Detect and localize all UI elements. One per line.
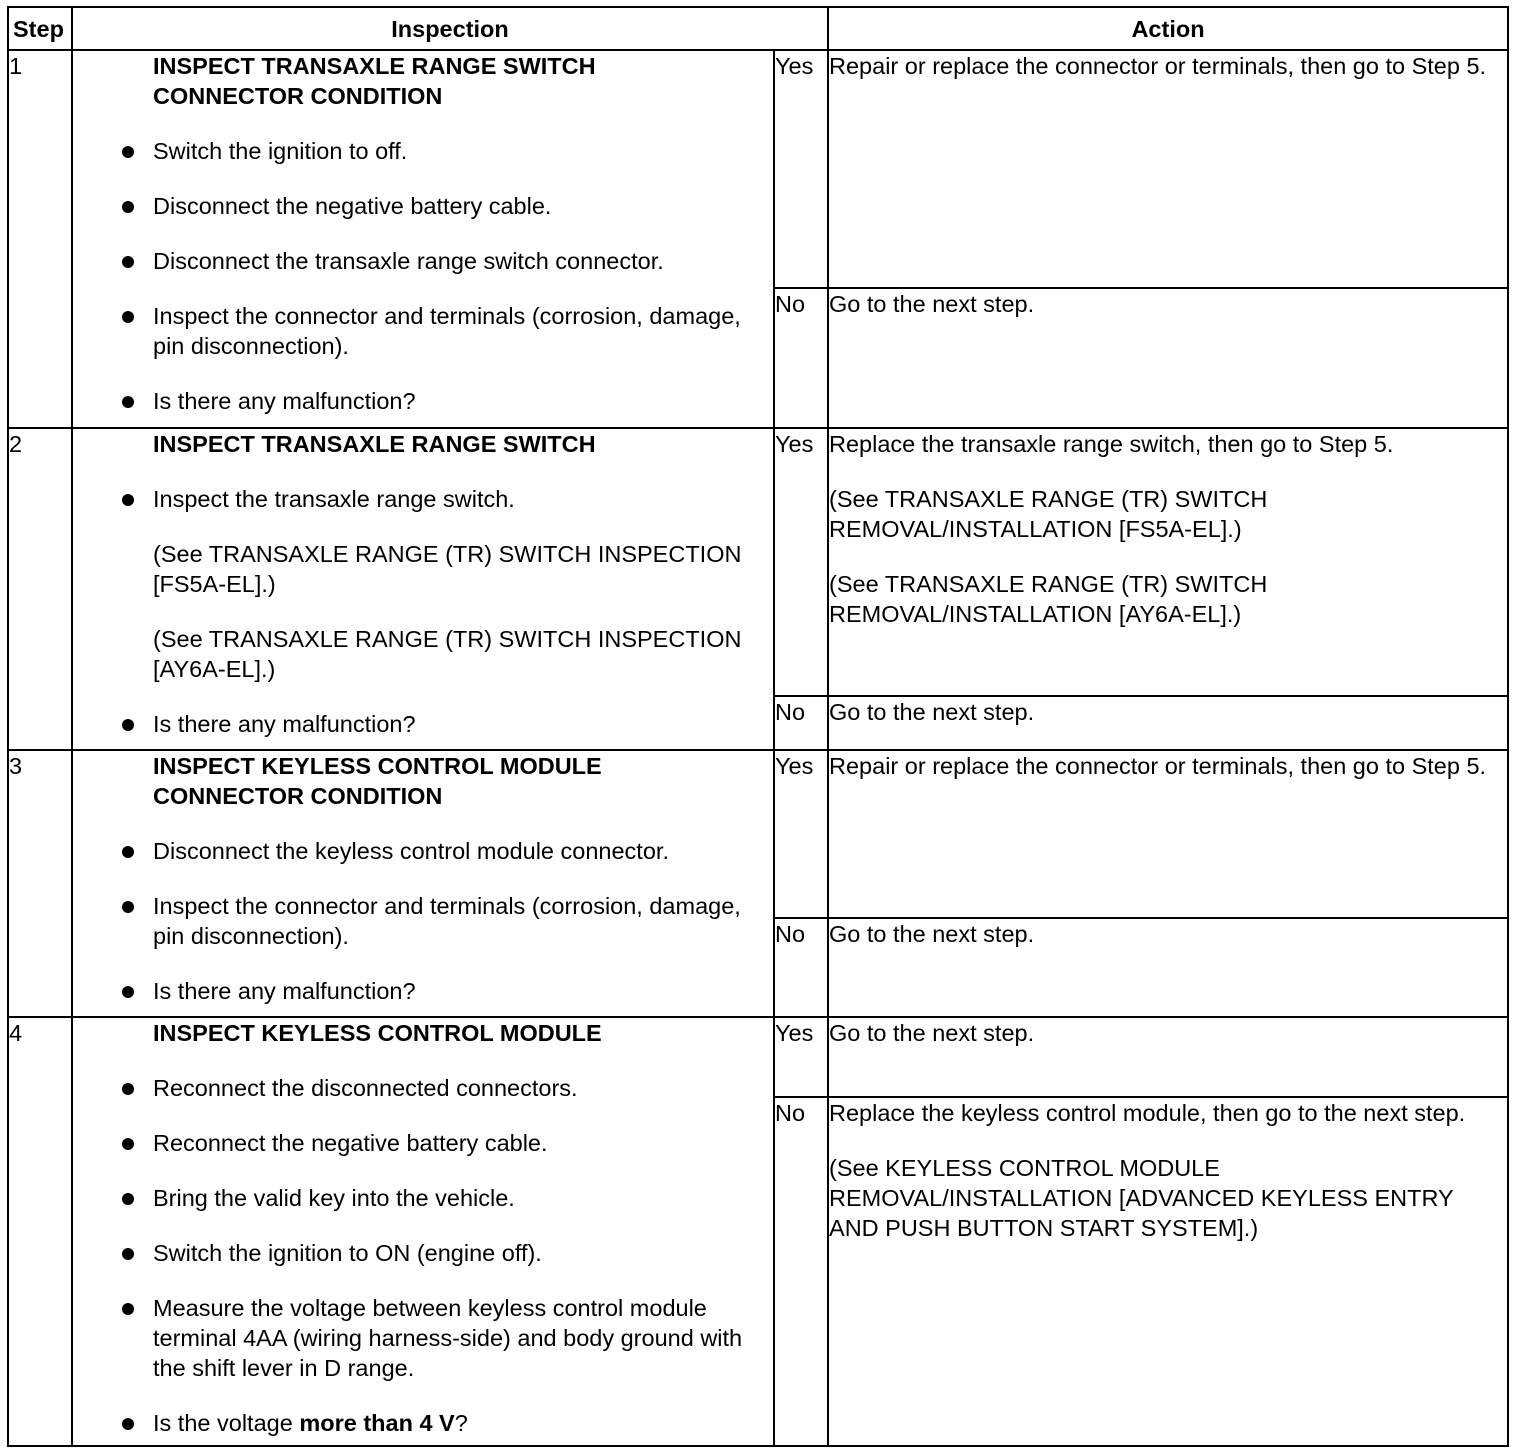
bullet-dot-icon [122,846,134,858]
inspection-cell [72,428,774,750]
no-label: No [774,1097,828,1446]
inspection-title: INSPECT KEYLESS CONTROL MODULE [153,1020,602,1046]
step-4-yes-row [8,1017,1508,1097]
bullet-dot-icon [122,256,134,268]
step-number: 4 [8,1017,72,1446]
bullet-dot-icon [122,719,134,731]
inspection-title: INSPECT TRANSAXLE RANGE SWITCH CONNECTOR CONDITION [153,53,596,109]
bullet-dot-icon [122,1248,134,1260]
yes-label: Yes [774,1017,828,1097]
inspection-column-header: Inspection [72,7,828,50]
no-action: Go to the next step. [828,288,1508,428]
bullet-item: Reconnect the disconnected connectors. [73,1073,773,1103]
bullet-item: Bring the valid key into the vehicle. [73,1183,773,1213]
yes-label: Yes [774,750,828,918]
bullet-item: Inspect the connector and terminals (corrosion, damage, pin disconnection). [73,301,773,361]
step-1-yes-row [8,50,1508,288]
bullet-item: Inspect the connector and terminals (corrosion, damage, pin disconnection). [73,891,773,951]
troubleshooting-table [7,6,1509,1447]
bullet-item: Disconnect the negative battery cable. [73,191,773,221]
bullet-item: Inspect the transaxle range switch. (See TRANSAXLE RANGE (TR) SWITCH INSPECTION [FS5A-EL].) (See TRANSAXLE RANGE (TR) SWITCH INSPECTION [AY6A-EL].) [73,484,773,684]
bullet-item: Is there any malfunction? [73,386,773,416]
no-action: Replace the keyless control module, then go to the next step. (See KEYLESS CONTROL MODULE REMOVAL/INSTALLATION [ADVANCED KEYLESS ENTRY AND PUSH BUTTON START SYSTEM].) [828,1097,1508,1446]
no-label: No [774,918,828,1017]
bullet-dot-icon [122,1083,134,1095]
bullet-dot-icon [122,201,134,213]
bullet-item: Is there any malfunction? [73,976,773,1006]
bullet-item: Disconnect the keyless control module connector. [73,836,773,866]
no-action: Go to the next step. [828,918,1508,1017]
bullet-dot-icon [122,311,134,323]
header-row [8,7,1508,50]
yes-action: Repair or replace the connector or terminals, then go to Step 5. [828,750,1508,918]
bullet-dot-icon [122,1418,134,1430]
action-column-header: Action [828,7,1508,50]
no-label: No [774,696,828,750]
inspection-cell [72,750,774,1017]
inspection-title: INSPECT TRANSAXLE RANGE SWITCH [153,431,596,457]
bullet-item: Is the voltage more than 4 V? [73,1408,773,1438]
inspection-bullets [73,484,773,739]
bullet-item: Measure the voltage between keyless control module terminal 4AA (wiring harness-side) and body ground with the shift lever in D range. [73,1293,773,1383]
yes-action: Replace the transaxle range switch, then go to Step 5. (See TRANSAXLE RANGE (TR) SWITCH REMOVAL/INSTALLATION [FS5A-EL].) (See TRANSAXLE RANGE (TR) SWITCH REMOVAL/INSTALLATION [AY6A-EL].) [828,428,1508,696]
inspection-cell [72,50,774,428]
bullet-dot-icon [122,1303,134,1315]
bullet-item: Switch the ignition to ON (engine off). [73,1238,773,1268]
step-number: 2 [8,428,72,750]
inspection-title: INSPECT KEYLESS CONTROL MODULE CONNECTOR CONDITION [153,753,602,809]
no-action: Go to the next step. [828,696,1508,750]
yes-label: Yes [774,50,828,288]
step-2-yes-row [8,428,1508,696]
yes-action: Repair or replace the connector or terminals, then go to Step 5. [828,50,1508,288]
bullet-dot-icon [122,396,134,408]
no-label: No [774,288,828,428]
step-column-header: Step [8,7,72,50]
bullet-item: Is there any malfunction? [73,709,773,739]
inspection-bullets [73,136,773,416]
bullet-dot-icon [122,901,134,913]
bullet-item: Switch the ignition to off. [73,136,773,166]
step-3-yes-row [8,750,1508,918]
bullet-dot-icon [122,494,134,506]
reference-note: (See TRANSAXLE RANGE (TR) SWITCH INSPECTION [FS5A-EL].) [153,541,742,597]
bullet-item: Reconnect the negative battery cable. [73,1128,773,1158]
voltage-threshold: more than 4 V [299,1410,455,1436]
bullet-dot-icon [122,1138,134,1150]
bullet-dot-icon [122,146,134,158]
step-number: 1 [8,50,72,428]
bullet-dot-icon [122,986,134,998]
inspection-bullets [73,1073,773,1438]
inspection-cell [72,1017,774,1446]
step-number: 3 [8,750,72,1017]
bullet-item: Disconnect the transaxle range switch connector. [73,246,773,276]
inspection-bullets [73,836,773,1006]
yes-action: Go to the next step. [828,1017,1508,1097]
reference-note: (See TRANSAXLE RANGE (TR) SWITCH INSPECTION [AY6A-EL].) [153,626,742,682]
yes-label: Yes [774,428,828,696]
bullet-dot-icon [122,1193,134,1205]
